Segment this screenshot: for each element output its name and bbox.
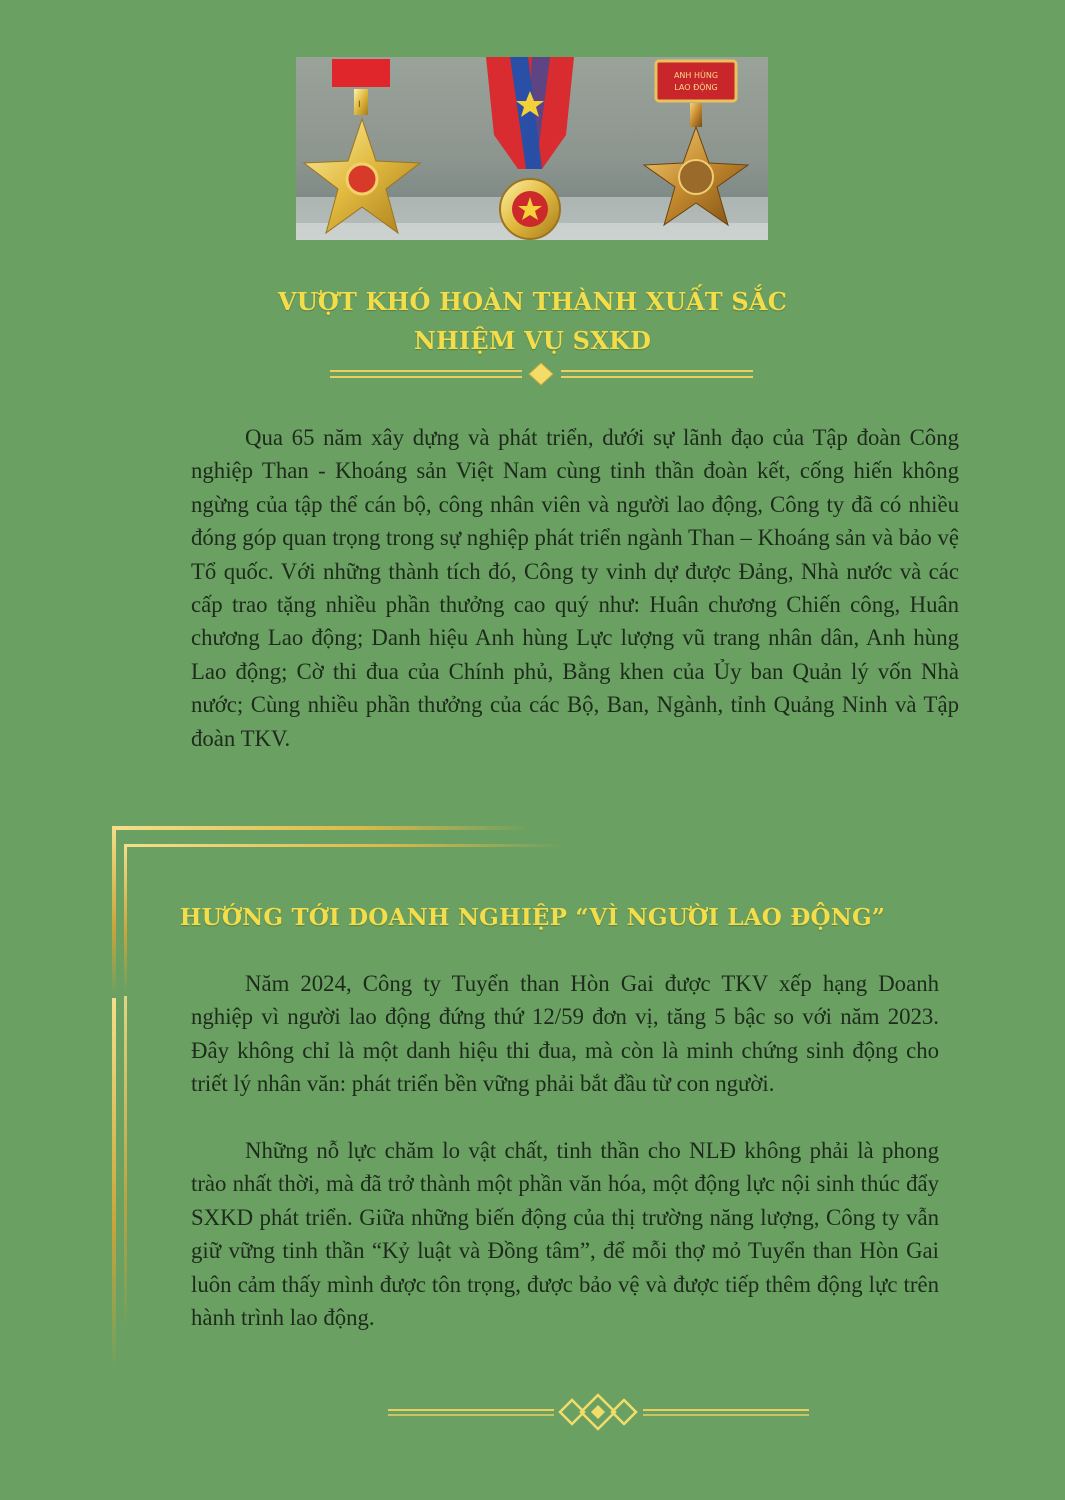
- section2-paragraph1: Năm 2024, Công ty Tuyển than Hòn Gai được TKV xếp hạng Doanh nghiệp vì người lao động đứng thứ 12/59 đơn vị, tăng 5 bậc so với năm 2023. Đây không chỉ là một danh hiệu thi đua, mà còn là minh chứng sinh động cho triết lý nhân văn: phát triển bền vững phải bắt đầu từ con người.: [191, 971, 939, 1097]
- svg-text:ANH HÙNG: ANH HÙNG: [673, 71, 719, 80]
- bottom-ornament-icon: [386, 1392, 811, 1432]
- section2-paragraph2: Những nỗ lực chăm lo vật chất, tinh thần cho NLĐ không phải là phong trào nhất thời, mà đã trở thành một phần văn hóa, một động lực nội sinh thúc đẩy SXKD phát triển. Giữa những biến động của thị trường năng lượng, Công ty vẫn giữ vững tinh thần “Kỷ luật và Đồng tâm”, để mỗi thợ mỏ Tuyển than Hòn Gai luôn cảm thấy mình được tôn trọng, được bảo vệ và được tiếp thêm động lực trên hành trình lao động.: [191, 1138, 939, 1331]
- section1-title-line1: VƯỢT KHÓ HOÀN THÀNH XUẤT SẮC: [277, 287, 788, 316]
- medals-photo: [296, 57, 768, 240]
- section1-paragraph: Qua 65 năm xây dựng và phát triển, dưới sự lãnh đạo của Tập đoàn Công nghiệp Than - Khoáng sản Việt Nam cùng tinh thần đoàn kết, cống hiến không ngừng của tập thể cán bộ, công nhân viên và người lao động, Công ty đã có nhiều đóng góp quan trọng trong sự nghiệp phát triển ngành Than – Khoáng sản và bảo vệ Tổ quốc. Với những thành tích đó, Công ty vinh dự được Đảng, Nhà nước và các cấp trao tặng nhiều phần thưởng cao quý như: Huân chương Chiến công, Huân chương Lao động; Danh hiệu Anh hùng Lực lượng vũ trang nhân dân, Anh hùng Lao động; Cờ thi đua của Chính phủ, Bằng khen của Ủy ban Quản lý vốn Nhà nước; Cùng nhiều phần thưởng của các Bộ, Ban, Ngành, tỉnh Quảng Ninh và Tập đoàn TKV.: [191, 425, 959, 751]
- section1-title-line2: NHIỆM VỤ SXKD: [413, 326, 652, 355]
- ornament-divider-icon: [328, 362, 755, 386]
- medal-bar-text: I: [358, 100, 361, 110]
- medals-photo-icon: [296, 57, 768, 240]
- svg-text:LAO ĐỘNG: LAO ĐỘNG: [674, 83, 718, 92]
- section2-title: HƯỚNG TỚI DOANH NGHIỆP “VÌ NGƯỜI LAO ĐỘNG”: [179, 904, 886, 931]
